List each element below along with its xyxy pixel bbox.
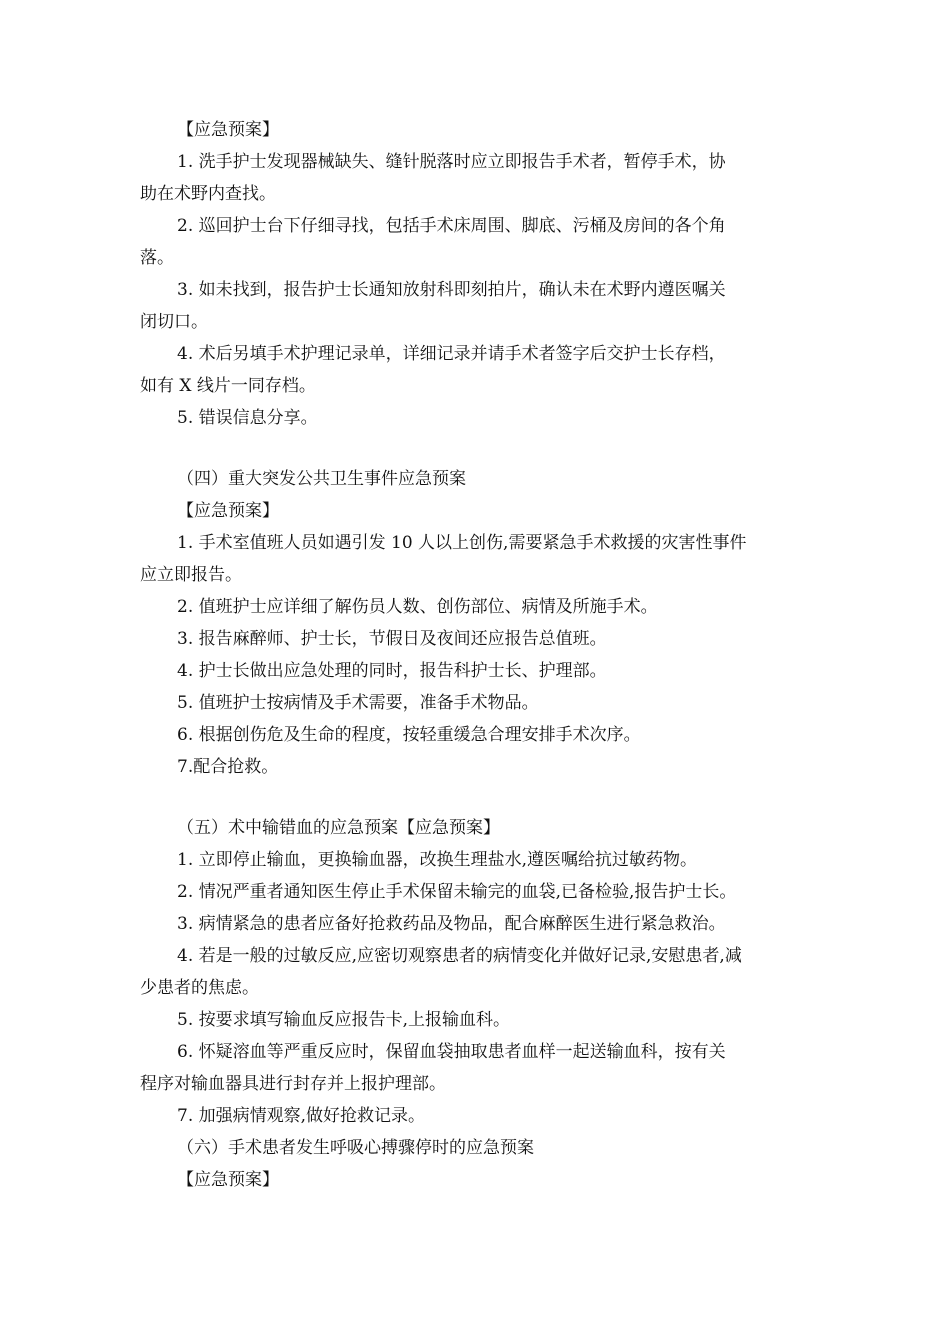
text-line: 6. 根据创伤危及生命的程度，按轻重缓急合理安排手术次序。 [177, 725, 641, 745]
text-line: 4. 术后另填手术护理记录单，详细记录并请手术者签字后交护士长存档， [177, 344, 726, 364]
text-line: 1. 立即停止输血，更换输血器，改换生理盐水,遵医嘱给抗过敏药物。 [177, 850, 698, 870]
paragraph-gap [140, 783, 815, 812]
text-line: 4. 若是一般的过敏反应,应密切观察患者的病情变化并做好记录,安慰患者,减 [177, 946, 742, 966]
text-line: 【应急预案】 [177, 120, 279, 140]
text-line: 闭切口。 [140, 312, 208, 332]
text-line: 【应急预案】 [177, 501, 279, 521]
text-line: 如有 X 线片一同存档。 [140, 376, 316, 396]
text-line: 少患者的焦虑。 [140, 978, 259, 998]
text-line: （四）重大突发公共卫生事件应急预案 [177, 469, 466, 489]
text-line: 2. 值班护士应详细了解伤员人数、创伤部位、病情及所施手术。 [177, 597, 658, 617]
text-line: 2. 巡回护士台下仔细寻找，包括手术床周围、脚底、污桶及房间的各个角 [177, 216, 726, 236]
text-line: 3. 报告麻醉师、护士长，节假日及夜间还应报告总值班。 [177, 629, 607, 649]
text-line: 落。 [140, 248, 174, 268]
text-line: 6. 怀疑溶血等严重反应时，保留血袋抽取患者血样一起送输血科，按有关 [177, 1042, 726, 1062]
text-line: 2. 情况严重者通知医生停止手术保留未输完的血袋,已备检验,报告护士长。 [177, 882, 737, 902]
text-line: 1. 洗手护士发现器械缺失、缝针脱落时应立即报告手术者，暂停手术，协 [177, 152, 726, 172]
text-line: 7.配合抢救。 [177, 757, 279, 777]
text-line: 1. 手术室值班人员如遇引发 10 人以上创伤,需要紧急手术救援的灾害性事件 [177, 533, 747, 553]
text-line: 4. 护士长做出应急处理的同时，报告科护士长、护理部。 [177, 661, 607, 681]
text-line: （六）手术患者发生呼吸心搏骤停时的应急预案 [177, 1138, 534, 1158]
text-line: 应立即报告。 [140, 565, 242, 585]
text-line: 3. 如未找到，报告护士长通知放射科即刻拍片，确认未在术野内遵医嘱关 [177, 280, 726, 300]
text-line: （五）术中输错血的应急预案【应急预案】 [177, 818, 500, 838]
paragraph-gap [140, 434, 815, 463]
text-line: 5. 错误信息分享。 [177, 408, 318, 428]
text-line: 3. 病情紧急的患者应备好抢救药品及物品，配合麻醉医生进行紧急救治。 [177, 914, 726, 934]
text-line: 【应急预案】 [177, 1170, 279, 1190]
text-line: 程序对输血器具进行封存并上报护理部。 [140, 1074, 446, 1094]
text-line: 助在术野内查找。 [140, 184, 276, 204]
text-line: 5. 值班护士按病情及手术需要，准备手术物品。 [177, 693, 539, 713]
text-line: 7. 加强病情观察,做好抢救记录。 [177, 1106, 426, 1126]
text-line: 5. 按要求填写输血反应报告卡,上报输血科。 [177, 1010, 511, 1030]
document-body [140, 114, 815, 1196]
